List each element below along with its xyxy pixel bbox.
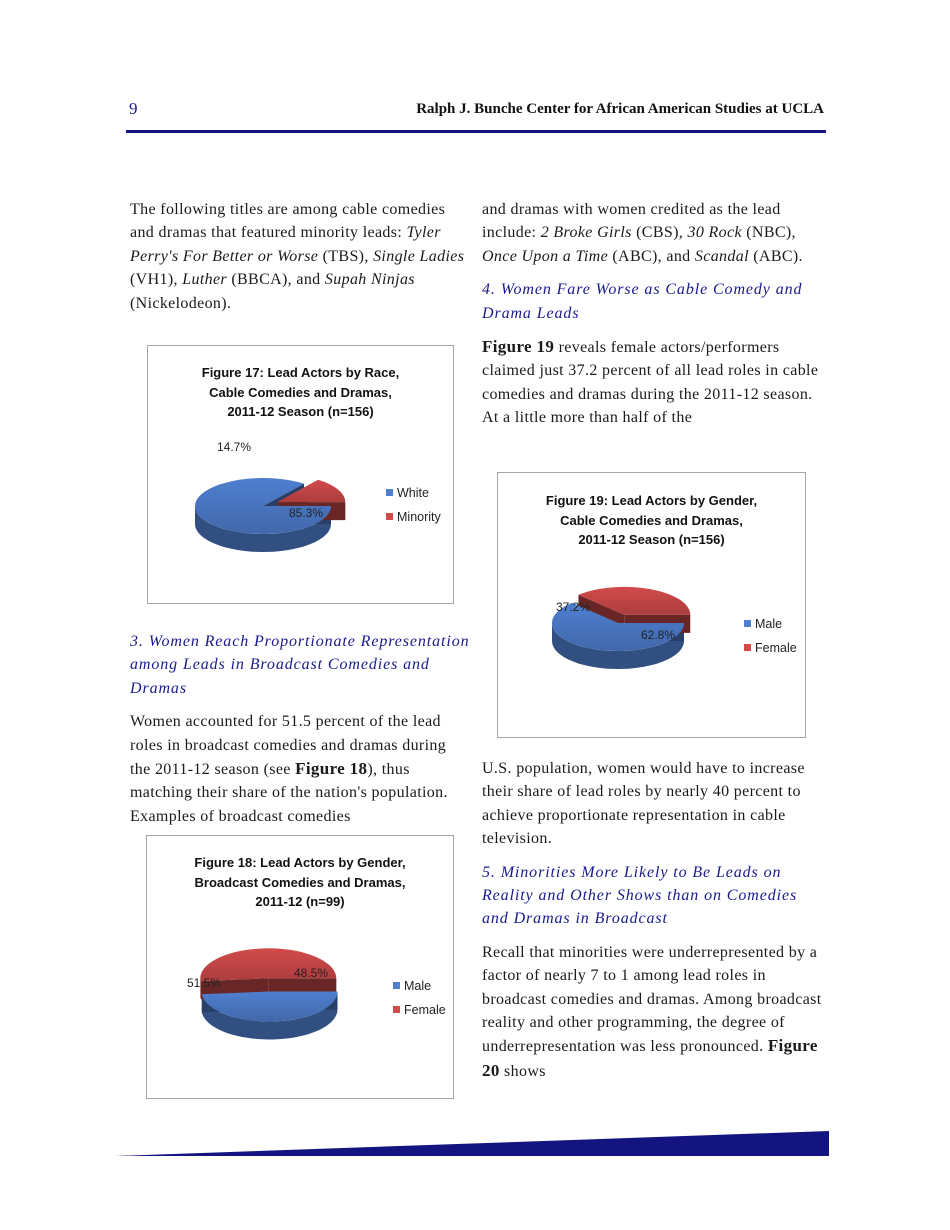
left-paragraph-2: Women accounted for 51.5 percent of the lead roles in broadcast comedies and dramas during the 2011-12 season (see Figure 18), thus matching their share of the nation's population. Examples of broadcast comedies [130,713,448,825]
legend-label-minority: Minority [397,510,441,524]
chart-title: Figure 19: Lead Actors by Gender, Cable Comedies and Dramas, 2011-12 Season (n=156) [545,493,758,547]
section-heading-4: 4. Women Fare Worse as Cable Comedy and Drama Leads [482,281,803,322]
right-paragraph-3: U.S. population, women would have to increase their share of lead roles by nearly 40 percent to achieve proportionate representation in cable television. [482,760,805,848]
right-paragraph-1: and dramas with women credited as the lead include: 2 Broke Girls (CBS), 30 Rock (NBC), Once Upon a Time (ABC), and Scandal (ABC). [482,201,803,265]
section-heading-3: 3. Women Reach Proportionate Representation among Leads in Broadcast Comedies and Dramas [130,633,470,697]
pie-label-female: 51.5% [186,976,222,990]
legend-label-female: Female [755,641,797,655]
section-heading-5: 5. Minorities More Likely to Be Leads on Reality and Other Shows than on Comedies and Dramas in Broadcast [482,863,798,928]
running-title: Ralph J. Bunche Center for African American Studies at UCLA [416,101,824,117]
page-number: 9 [129,99,138,118]
legend-label-male: Male [404,979,432,993]
legend-label-male: Male [755,617,783,631]
legend-label-white: White [397,486,429,500]
pie-label-minority: 14.7% [216,440,252,454]
chart-title: Figure 18: Lead Actors by Gender, Broadcast Comedies and Dramas, 2011-12 (n=99) [194,855,406,909]
legend-label-female: Female [404,1003,446,1017]
pie-label-male: 62.8% [640,628,676,642]
pie-label-white: 85.3% [288,506,324,520]
pie-label-male: 48.5% [293,966,329,980]
right-paragraph-2: Figure 19 reveals female actors/performers claimed just 37.2 percent of all lead roles in cable comedies and dramas during the 2011-12 season. At a little more than half of the [482,337,819,427]
footer-wedge [115,1131,829,1156]
chart-title: Figure 17: Lead Actors by Race, Cable Comedies and Dramas, 2011-12 Season (n=156) [201,365,400,419]
left-paragraph-1: The following titles are among cable comedies and dramas that featured minority leads: Tyler Perry's For Better or Worse (TBS), Single Ladies (VH1), Luther (BBCA), and Supah Ninjas (Nickelodeon). [130,201,465,312]
pie-label-female: 37.2% [555,600,591,614]
right-paragraph-4: Recall that minorities were underrepresented by a factor of nearly 7 to 1 among lead roles in broadcast comedies and dramas. Among broadcast reality and other programming, the degree of underrepresentation was less pronounced. Figure 20 shows [482,943,822,1080]
